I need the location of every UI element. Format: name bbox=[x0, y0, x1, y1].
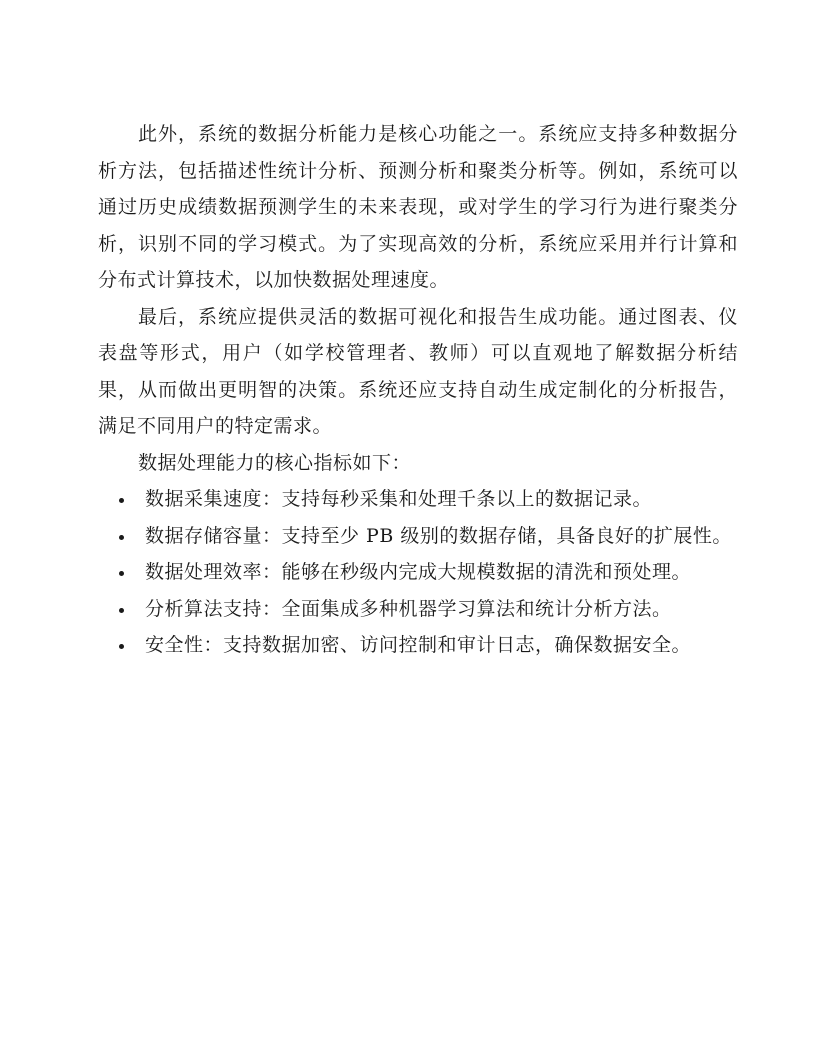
list-item bbox=[98, 518, 738, 555]
list-item bbox=[98, 627, 738, 664]
bullet-dot-icon bbox=[119, 571, 124, 576]
list-item-text: 安全性：支持数据加密、访问控制和审计日志，确保数据安全。 bbox=[145, 634, 692, 656]
paragraph-data-analysis: 此外，系统的数据分析能力是核心功能之一。系统应支持多种数据分析方法，包括描述性统计分析、预测分析和聚类分析等。例如，系统可以通过历史成绩数据预测学生的未来表现，或对学生的学习行为进行聚类分析，识别不同的学习模式。为了实现高效的分析，系统应采用并行计算和分布式计算技术，以加快数据处理速度。 bbox=[98, 123, 738, 291]
core-metrics-list bbox=[98, 481, 738, 664]
list-item-text: 数据采集速度：支持每秒采集和处理千条以上的数据记录。 bbox=[145, 488, 653, 510]
bullet-dot-icon bbox=[119, 535, 124, 540]
list-item-text: 数据存储容量：支持至少 PB 级别的数据存储，具备良好的扩展性。 bbox=[145, 524, 732, 547]
list-item bbox=[98, 481, 738, 518]
document-page bbox=[98, 116, 738, 664]
list-item bbox=[98, 554, 738, 591]
list-item-text: 分析算法支持：全面集成多种机器学习算法和统计分析方法。 bbox=[145, 597, 672, 620]
bullet-dot-icon bbox=[119, 498, 124, 503]
paragraph-visualization: 最后，系统应提供灵活的数据可视化和报告生成功能。通过图表、仪表盘等形式，用户（如学校管理者、教师）可以直观地了解数据分析结果，从而做出更明智的决策。系统还应支持自动生成定制化的分析报告，满足不同用户的特定需求。 bbox=[98, 305, 738, 437]
list-item-text: 数据处理效率：能够在秒级内完成大规模数据的清洗和预处理。 bbox=[145, 561, 692, 583]
bullet-dot-icon bbox=[119, 608, 124, 613]
bullet-dot-icon bbox=[119, 644, 124, 649]
list-intro: 数据处理能力的核心指标如下： bbox=[138, 451, 412, 474]
list-item bbox=[98, 591, 738, 628]
